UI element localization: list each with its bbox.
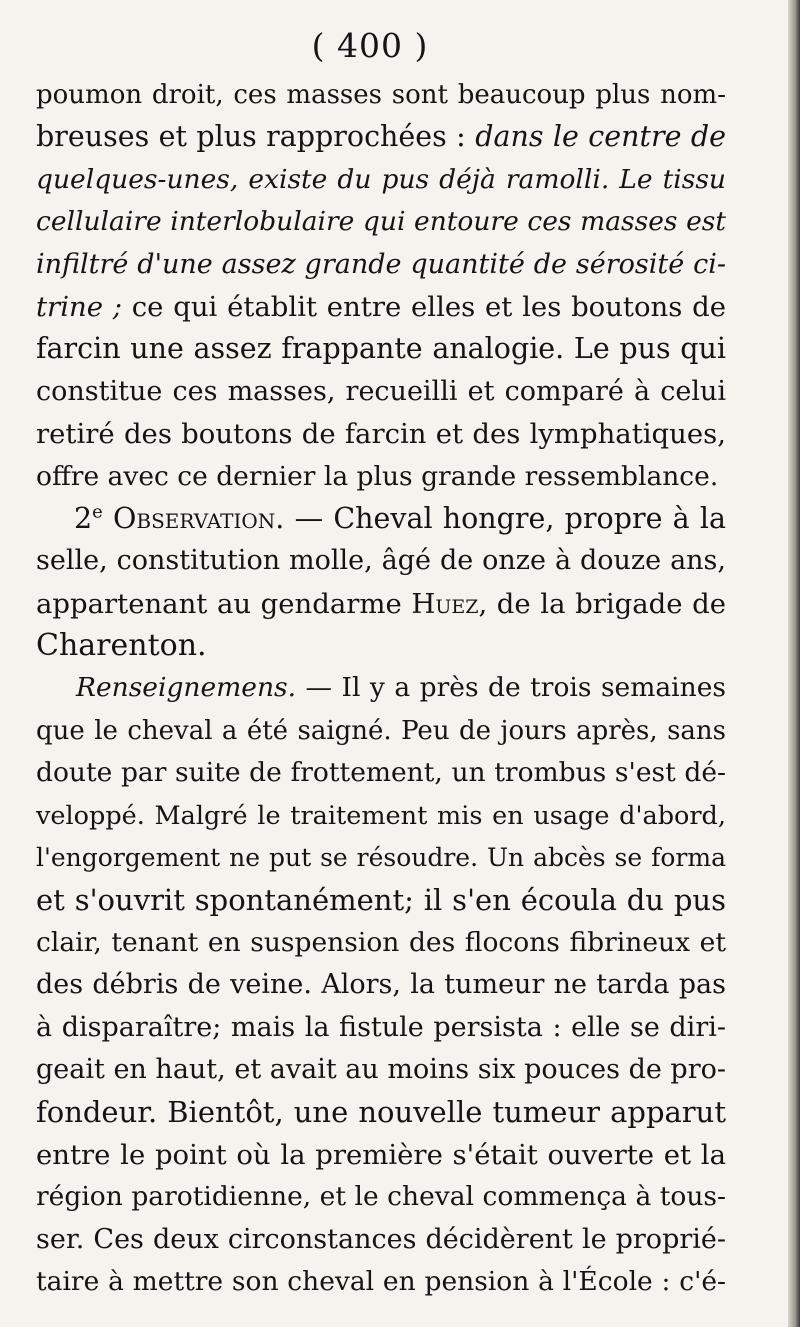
renseignemens-heading-line: Renseignemens. — Il y a près de trois semaines	[76, 672, 726, 704]
text-line: retiré des boutons de farcin et des lymphatiques,	[36, 418, 726, 451]
text-line: selle, constitution molle, âgé de onze à douze ans,	[36, 545, 726, 577]
text-line: geait en haut, et avait au moins six pouces de pro-	[36, 1053, 726, 1085]
text-line: offre avec ce dernier la plus grande ressemblance.	[36, 460, 719, 492]
text-line: que le cheval a été saigné. Peu de jours après, sans	[36, 715, 726, 746]
text-line: veloppé. Malgré le traitement mis en usage d'abord,	[36, 800, 726, 831]
text-line: fondeur. Bientôt, une nouvelle tumeur apparut	[36, 1095, 726, 1130]
text-line: clair, tenant en suspension des flocons fibrineux et	[36, 926, 726, 958]
text-line: et s'ouvrit spontanément; il s'en écoula du pus	[36, 883, 726, 918]
text-line: ser. Ces deux circonstances décidèrent le proprié-	[36, 1223, 726, 1255]
text-line: taire à mettre son cheval en pension à l'École : c'é-	[36, 1265, 726, 1297]
text-line: farcin une assez frappante analogie. Le pus qui	[36, 332, 726, 366]
text-line: à disparaître; mais la fistule persista : elle se diri-	[36, 1011, 726, 1043]
body-text	[36, 74, 726, 1303]
text-line: breuses et plus rapprochées : dans le centre de	[36, 120, 726, 154]
text-line: entre le point où la première s'était ouverte et la	[36, 1138, 726, 1171]
text-line: constitue ces masses, recueilli et comparé à celui	[36, 375, 726, 407]
scan-edge-shadow	[788, 0, 800, 1327]
text-line: l'engorgement ne put se résoudre. Un abcès se forma	[36, 843, 726, 873]
text-line: doute par suite de frottement, un trombus s'est dé-	[36, 757, 726, 789]
page-number: ( 400 )	[311, 26, 429, 65]
text-line: poumon droit, ces masses sont beaucoup plus nom-	[36, 80, 726, 110]
observation-heading-line: 2e Observation. — Cheval hongre, propre à la	[74, 501, 726, 535]
text-line: trine ; ce qui établit entre elles et les boutons de	[36, 290, 727, 323]
text-line: cellulaire interlobulaire qui entoure ces masses est	[36, 206, 726, 238]
text-line: quelques-unes, existe du pus déjà ramolli. Le tissu	[36, 163, 726, 195]
text-line: région parotidienne, et le cheval commença à tous-	[36, 1181, 726, 1213]
text-line: appartenant au gendarme Huez, de la brigade de	[36, 587, 726, 620]
text-line: infiltré d'une assez grande quantité de sérosité ci-	[36, 248, 726, 280]
text-line: des débris de veine. Alors, la tumeur ne tarda pas	[36, 969, 726, 1001]
text-line: Charenton.	[36, 628, 207, 664]
